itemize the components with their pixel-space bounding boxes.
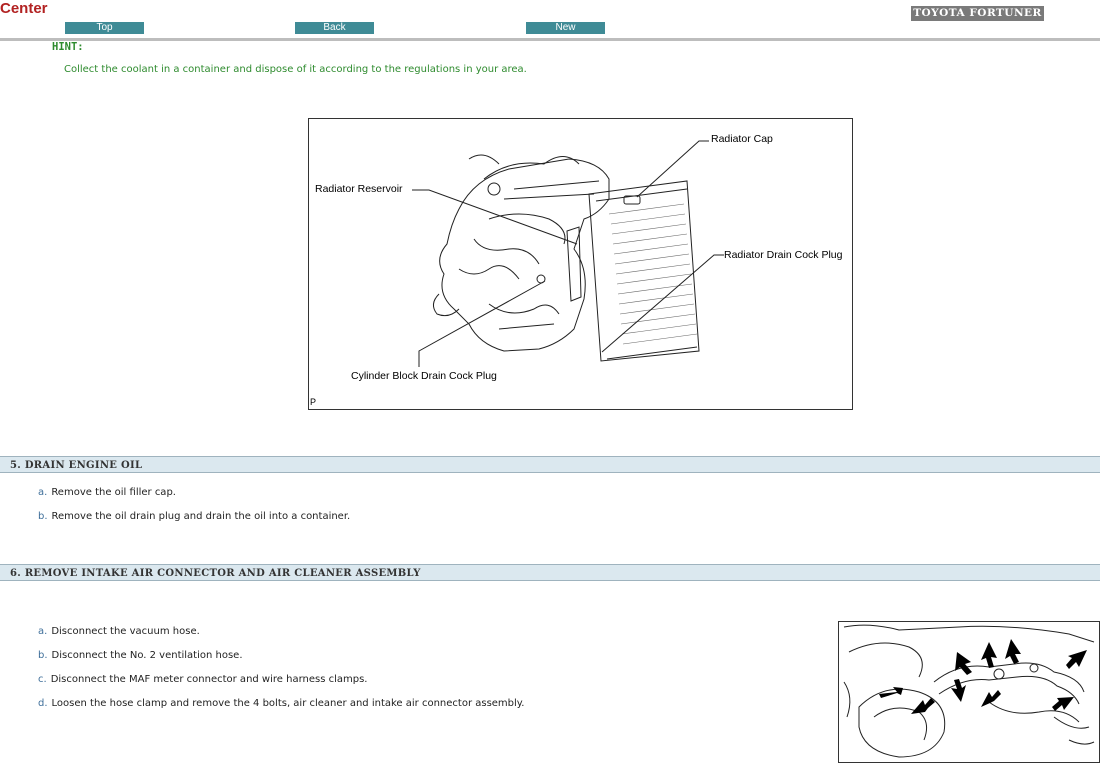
header-divider (0, 38, 1100, 41)
radiator-cap-label: Radiator Cap (711, 133, 773, 145)
step-text: Disconnect the MAF meter connector and wire harness clamps. (50, 674, 368, 685)
figure-corner-mark: P (310, 397, 317, 407)
hint-text: Collect the coolant in a container and dispose of it according to the regulations in your area. (64, 64, 527, 75)
step-text: Disconnect the vacuum hose. (51, 626, 200, 637)
step-text: Disconnect the No. 2 ventilation hose. (51, 650, 243, 661)
hint-label: HINT: (52, 41, 84, 53)
step-letter: c. (38, 674, 47, 685)
step-text: Remove the oil filler cap. (51, 487, 176, 498)
section-5-step-a (38, 487, 176, 498)
engine-drawing (309, 119, 852, 409)
section-5-step-b (38, 511, 350, 522)
radiator-drain-cock-plug-label: Radiator Drain Cock Plug (724, 249, 843, 261)
step-text: Loosen the hose clamp and remove the 4 bolts, air cleaner and intake air connector assembly. (51, 698, 525, 709)
new-button[interactable]: New (526, 22, 605, 34)
section-6-step-b (38, 650, 243, 661)
section-6-header: 6. REMOVE INTAKE AIR CONNECTOR AND AIR CLEANER ASSEMBLY (0, 564, 1100, 581)
section-6-step-c (38, 674, 367, 685)
step-text: Remove the oil drain plug and drain the oil into a container. (51, 511, 351, 522)
step-letter: a. (38, 487, 48, 498)
section-6-step-a (38, 626, 200, 637)
section-6-step-d (38, 698, 524, 709)
cylinder-block-drain-cock-plug-label: Cylinder Block Drain Cock Plug (351, 370, 497, 382)
engine-radiator-illustration (308, 118, 853, 410)
step-letter: b. (38, 650, 48, 661)
vehicle-model-badge: TOYOTA FORTUNER (911, 6, 1044, 21)
air-cleaner-illustration (838, 621, 1100, 763)
step-letter: d. (38, 698, 48, 709)
air-cleaner-drawing (839, 622, 1099, 762)
back-button[interactable]: Back (295, 22, 374, 34)
step-letter: a. (38, 626, 48, 637)
top-button[interactable]: Top (65, 22, 144, 34)
section-5-header: 5. DRAIN ENGINE OIL (0, 456, 1100, 473)
site-brand: Center (0, 0, 48, 17)
radiator-reservoir-label: Radiator Reservoir (315, 183, 403, 195)
step-letter: b. (38, 511, 48, 522)
